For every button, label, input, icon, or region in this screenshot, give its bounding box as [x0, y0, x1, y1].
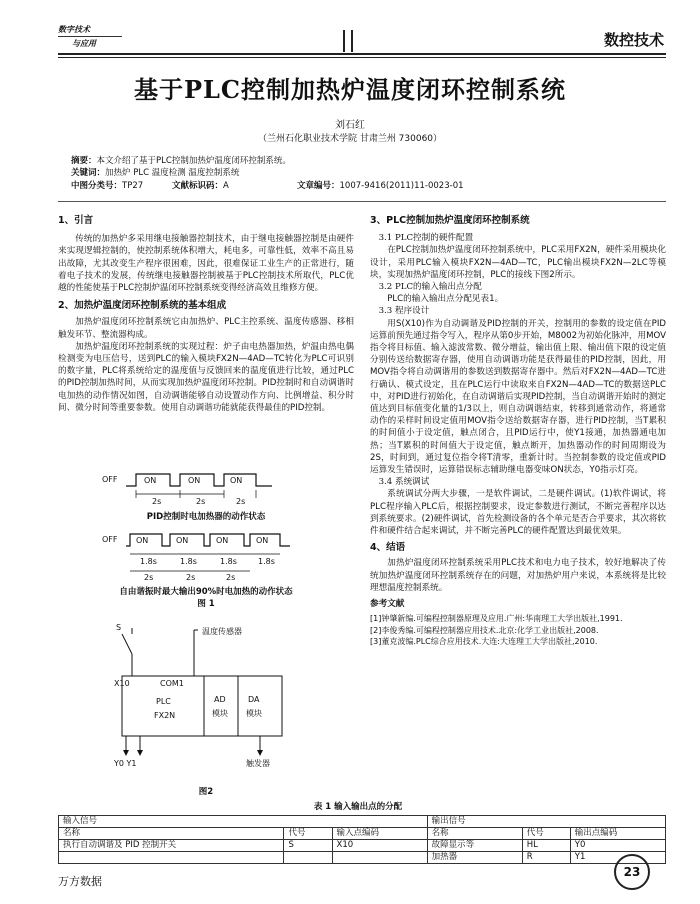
fx2n-label: FX2N	[154, 711, 176, 720]
figure-1-label: 图 1	[197, 599, 215, 609]
references-heading: 参考文献	[370, 599, 405, 610]
on-label: ON	[188, 476, 201, 485]
logo-line2: 与应用	[72, 39, 96, 48]
reference-item: [3]董克波编.PLC综合应用技术.大连:大连理工大学出版社,2010.	[370, 637, 598, 647]
da2-label: 模块	[246, 709, 262, 718]
section-name: 数控技术	[603, 31, 664, 49]
switch-label: S	[116, 623, 122, 632]
table-row	[59, 852, 666, 864]
header-rule	[58, 53, 666, 55]
table-row	[59, 840, 666, 852]
table-cell: S	[284, 840, 332, 852]
affiliation: （兰州石化职业技术学院 甘肃兰州 730060）	[257, 134, 443, 144]
table-cell: 名称	[427, 828, 522, 840]
paragraph: 加热炉温度闭环控制系统的实现过程：炉子由电热器加热，炉温由热电偶检测变为电压信号，送到PLC的输入模块FX2N—4AD—TC转化为PLC可识别的数字量，PLC将系统给定的温度值与反馈回来的温度值进行比较，通过PLC的PID控制加热时间，从而实现加热炉温度闭环控制。PID控制时和自动调谐时电加热的动作情况如图，自动调谐能够自动设置动作方向、比例增益、积分时间、微分时间等重要参数。使用自动调谐功能就能获得最佳的PID控制。	[58, 341, 354, 413]
heading-components: 2、加热炉温度闭环控制系统的基本组成	[58, 300, 227, 312]
heading-intro: 1、引言	[58, 215, 94, 226]
abstract: 摘要：本文介绍了基于PLC控制加热炉温度闭环控制系统。	[71, 156, 291, 166]
on-label: ON	[176, 536, 189, 545]
figure-1-caption-1: PID控制时电加热器的动作状态	[146, 512, 266, 522]
table-cell	[332, 852, 427, 864]
heading-conclusion: 4、结语	[370, 542, 406, 554]
table-cell: 故障显示等	[427, 840, 522, 852]
subheading: 3.3 程序设计	[378, 306, 430, 317]
subheading: 3.2 PLC的输入输出点分配	[378, 282, 482, 293]
logo-line1: 数字技术	[58, 25, 90, 34]
heading-system: 3、PLC控制加热炉温度闭环控制系统	[370, 215, 530, 226]
paragraph: 用S(X10)作为自动调谐及PID控制的开关，控制用的参数的设定值在PID运算前预先通过指令写入，程序从第0步开始，M8002为初始化脉冲，用MOV指令将目标值、输入滤波常数、微分增益，输出值上限、输出值下限的设定值分别传送给数据寄存器，使用自动调谐功能是获得最佳的PID控制，因此，用MOV指令将自动调谐用的参数送到数据寄存器中。然后对FX2N—4AD—TC进行确认、模式设定，且在PLC运行中读取来自FX2N—4AD—TC的数据送PLC中，对PID进行初始化，在自动调谐后实现PID控制，当自动调谐开始时的测定值达到目标值变化量的1/3以上，则自动调谐结束，转移到通常动作，将通常动作的采样时间设定值用MOV指令送给数据寄存器，进行PID控制，当T累积的时间值小于设定值，触点闭合，且PID运行中，使Y1接通，加热器通电加热；当T累积的时间值大于设定值，触点断开，加热器动作的时间周期设为2S，时间到，通过复位指令将T清零，重新计时。当控制参数的设定值或PID运算发生错误时，运算错误标志辅助继电器变味ON状态，Y0指示灯亮。	[370, 318, 666, 476]
table-row	[59, 816, 666, 828]
table-header: 输入信号	[59, 816, 428, 828]
table-cell: 名称	[59, 828, 284, 840]
table-cell: 代号	[284, 828, 332, 840]
table-cell: 输入点编码	[332, 828, 427, 840]
ad-label: AD	[214, 695, 226, 704]
subheading: 3.1 PLC控制的硬件配置	[378, 233, 474, 244]
table-cell: X10	[332, 840, 427, 852]
on-label: ON	[144, 476, 157, 485]
article-number: 文章编号：1007-9416(2011)11-0023-01	[297, 181, 464, 191]
t2-label: 2s	[196, 497, 206, 506]
t2-label: 2s	[236, 497, 246, 506]
page-number: 23	[614, 854, 650, 890]
t2-label: 2s	[144, 573, 154, 582]
table-cell: R	[522, 852, 570, 864]
table-cell: Y1	[570, 852, 665, 864]
right-column	[370, 215, 666, 648]
figure-2-label: 图2	[198, 787, 214, 797]
figure-2-wiring	[110, 620, 310, 770]
journal-logo	[58, 24, 122, 50]
t18-label: 1.8s	[140, 557, 157, 566]
table-cell: 代号	[522, 828, 570, 840]
table-caption: 表 1 输入输出点的分配	[313, 802, 403, 812]
t2-label: 2s	[152, 497, 162, 506]
plc-label: PLC	[156, 697, 171, 706]
figure-1-caption-2: 自由谐振时最大输出90%时电加热的动作状态	[119, 587, 293, 597]
table-cell: HL	[522, 840, 570, 852]
on-label: ON	[256, 536, 269, 545]
table-row	[59, 828, 666, 840]
t18-label: 1.8s	[258, 557, 275, 566]
da-label: DA	[248, 695, 260, 704]
left-column	[58, 215, 354, 414]
paper-title: 基于PLC控制加热炉温度闭环控制系统	[133, 75, 567, 104]
x10-label: X10	[114, 679, 130, 688]
separator	[58, 201, 666, 202]
paragraph: 在PLC控制加热炉温度闭环控制系统中，PLC采用FX2N，硬件采用模块化设计，采用PLC输入模块FX2N—4AD—TC，PLC输出模块FX2N—2LC等模块，实现加热炉温度闭环控制，PLC的接线下图2所示。	[370, 245, 666, 280]
off-label: OFF	[102, 475, 118, 484]
t18-label: 1.8s	[180, 557, 197, 566]
off-label: OFF	[102, 535, 118, 544]
heater-label: 触发器	[246, 759, 270, 768]
io-table	[58, 815, 666, 864]
table-cell: Y0	[570, 840, 665, 852]
table-header: 输出信号	[427, 816, 665, 828]
header-divider	[343, 30, 345, 52]
on-label: ON	[230, 476, 243, 485]
paragraph: 加热炉温度闭环控制系统采用PLC技术和电力电子技术，较好地解决了传统加热炉温度闭环控制系统存在的问题，对加热炉用户来说，本系统将是比较理想温度控制系统。	[370, 558, 666, 593]
t2-label: 2s	[226, 573, 236, 582]
references	[370, 613, 666, 648]
paragraph: 传统的加热炉多采用继电接触器控制技术，由于继电接触器控制是由硬件来实现逻辑控制的，使控制系统体积增大，耗电多，可靠性低，效率不高且易出故障，尤其改变生产程序很困难，因此，很难保证工业生产的正常进行，随着电子技术的发展，传统继电接触器控制被基于PLC控制技术所取代，PLC优越的性能使基于PLC控制炉温闭环控制系统变得经济高效且维修方便。	[58, 234, 354, 294]
paragraph: PLC的输入输出点分配见表1。	[387, 294, 504, 305]
com1-label: COM1	[160, 679, 184, 688]
header-rule	[58, 57, 666, 58]
header-divider	[351, 30, 353, 52]
paragraph: 系统调试分两大步骤，一是软件调试，二是硬件调试。(1)软件调试，将PLC程序输入PLC后，根据控制要求，设定参数进行测试，不断完善程序以达到系统要求。(2)硬件调试，首先检测设备的各个单元是否合乎要求，其次将软件和硬件结合起来调试，并不断完善PLC的硬件配置达到最优效果。	[370, 489, 666, 537]
t18-label: 1.8s	[220, 557, 237, 566]
table-cell: 输出点编码	[570, 828, 665, 840]
table-cell	[284, 852, 332, 864]
reference-item: [1]钟肇新编.可编程控制器原理及应用.广州:华南理工大学出版社,1991.	[370, 614, 623, 624]
paragraph: 加热炉温度闭环控制系统它由加热炉、PLC主控系统、温度传感器、移相触发环节、整流器构成。	[58, 317, 354, 340]
source-watermark: 万方数据	[58, 875, 102, 888]
reference-item: [2]李俊秀编.可编程控制器应用技术.北京:化学工业出版社,2008.	[370, 625, 599, 635]
table-cell: 加热器	[427, 852, 522, 864]
y0y1-label: Y0 Y1	[114, 759, 137, 768]
t2-label: 2s	[186, 573, 196, 582]
document-code: 文献标识码：A	[172, 181, 229, 191]
sensor-label: 温度传感器	[202, 627, 242, 636]
table-cell	[59, 852, 284, 864]
table-cell: 执行自动调谐及 PID 控制开关	[59, 840, 284, 852]
clc-number: 中图分类号：TP27	[71, 181, 144, 191]
on-label: ON	[136, 536, 149, 545]
on-label: ON	[216, 536, 229, 545]
author: 刘石红	[335, 120, 365, 131]
keywords: 关键词：加热炉 PLC 温度检测 温度控制系统	[71, 168, 240, 178]
subheading: 3.4 系统调试	[378, 477, 430, 488]
ad2-label: 模块	[212, 709, 228, 718]
